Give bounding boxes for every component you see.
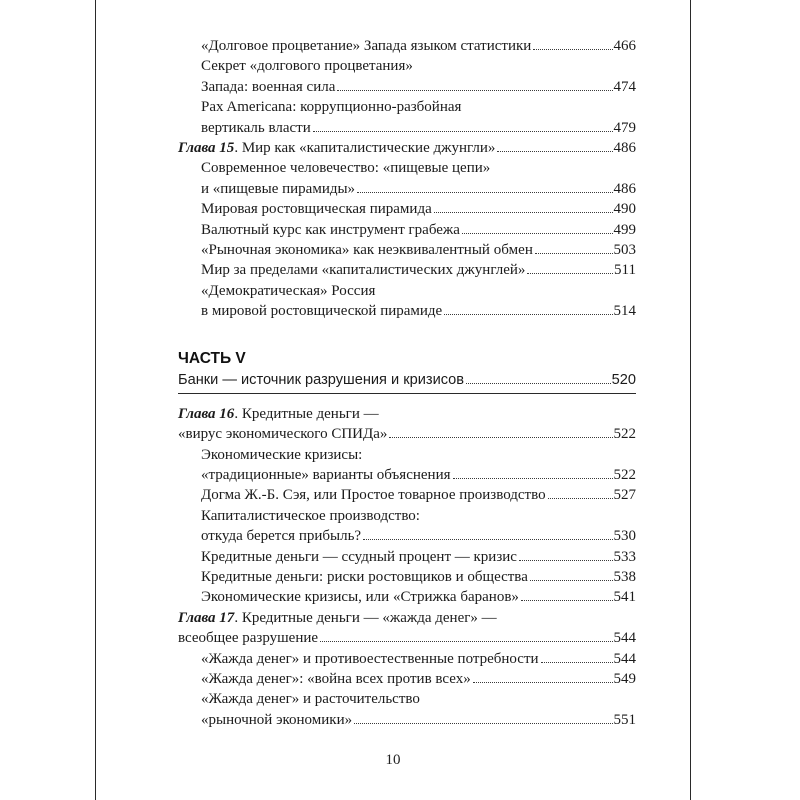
toc-entry-page: 499 xyxy=(613,221,636,238)
toc-entry-title: Секрет «долгового процветания» xyxy=(201,58,413,75)
leader-dots xyxy=(337,90,612,91)
toc-entry-page: 541 xyxy=(613,589,636,606)
toc-entry-title: «Долговое процветание» Запада языком статистики xyxy=(201,38,532,54)
toc-entry-line xyxy=(178,281,636,301)
part-title: Банки — источник разрушения и кризисов xyxy=(178,371,465,388)
toc-entry-line xyxy=(178,506,636,526)
toc-entry-title: «Жажда денег»: «война всех против всех» xyxy=(201,670,471,687)
toc-entry-title: и «пищевые пирамиды» xyxy=(201,180,356,197)
toc-entry-line xyxy=(178,445,636,465)
chapter-16-entry-line xyxy=(178,404,636,424)
toc-entry-line xyxy=(178,158,636,178)
chapter-17-entry-line xyxy=(178,608,636,628)
toc-entry-title: «Жажда денег» и противоестественные потребности xyxy=(201,650,539,667)
chapter-title: . Кредитные деньги — xyxy=(234,405,379,422)
toc-entry-page: 479 xyxy=(613,119,636,136)
toc-entry-title: Запада: военная сила xyxy=(201,78,336,95)
toc-entry-page: 466 xyxy=(613,38,636,54)
toc-entry-title: Мир за пределами «капиталистических джунглей» xyxy=(201,262,526,279)
leader-dots xyxy=(541,662,613,663)
leader-dots xyxy=(354,723,612,724)
toc-entry xyxy=(178,587,636,607)
toc-entry-title: вертикаль власти xyxy=(201,119,311,136)
toc-entry xyxy=(178,526,636,546)
toc-entry xyxy=(178,669,636,689)
toc-entry-page: 544 xyxy=(613,630,636,647)
leader-dots xyxy=(519,560,613,561)
toc-entry-title: «рыночной экономики» xyxy=(201,711,353,728)
toc-entry xyxy=(178,36,636,56)
toc-entry-title: Валютный курс как инструмент грабежа xyxy=(201,221,460,238)
toc-entry-page: 503 xyxy=(613,242,636,259)
toc-entry-title: Экономические кризисы: xyxy=(201,446,363,463)
chapter-label: Глава 17 xyxy=(178,609,235,626)
leader-dots xyxy=(497,151,612,152)
toc-entry-title: Экономические кризисы, или «Стрижка баранов» xyxy=(201,589,519,606)
table-of-contents xyxy=(178,36,636,730)
toc-entry-title: Кредитные деньги: риски ростовщиков и общества xyxy=(201,568,528,585)
toc-entry-title: в мировой ростовщической пирамиде xyxy=(201,303,443,320)
chapter-title: «вирус экономического СПИДа» xyxy=(178,426,388,443)
toc-entry-page: 522 xyxy=(613,426,636,443)
toc-entry-page: 527 xyxy=(613,487,636,504)
leader-dots xyxy=(521,600,613,601)
leader-dots xyxy=(530,580,613,581)
toc-entry-page: 490 xyxy=(613,201,636,218)
leader-dots xyxy=(320,641,612,642)
toc-entry-title: Современное человечество: «пищевые цепи» xyxy=(201,160,491,177)
toc-entry-title: Мировая ростовщическая пирамида xyxy=(201,201,432,218)
leader-dots xyxy=(363,539,612,540)
toc-entry-line xyxy=(178,689,636,709)
page-number: 10 xyxy=(385,752,401,768)
toc-entry-page: 486 xyxy=(613,180,636,197)
toc-entry-title: «Рыночная экономика» как неэквивалентный обмен xyxy=(201,242,533,259)
toc-entry xyxy=(178,710,636,730)
toc-entry-page: 544 xyxy=(613,650,636,667)
toc-entry-title: Pax Americana: коррупционно-разбойная xyxy=(201,99,462,116)
toc-entry xyxy=(178,199,636,219)
toc-entry xyxy=(178,179,636,199)
leader-dots xyxy=(462,233,613,234)
toc-entry-page: 530 xyxy=(613,528,636,545)
toc-entry-page: 549 xyxy=(613,670,636,687)
leader-dots xyxy=(533,49,612,50)
spacer xyxy=(178,394,636,404)
toc-entry xyxy=(178,301,636,321)
toc-entry-line xyxy=(178,56,636,76)
toc-entry-title: Капиталистическое производство: xyxy=(201,507,420,524)
leader-dots xyxy=(434,212,613,213)
leader-dots xyxy=(389,437,612,438)
toc-entry-title: Кредитные деньги — ссудный процент — кризис xyxy=(201,548,517,565)
toc-entry-title: откуда берется прибыль? xyxy=(201,528,362,545)
toc-entry xyxy=(178,77,636,97)
spacer xyxy=(178,322,636,344)
leader-dots xyxy=(548,498,613,499)
leader-dots xyxy=(313,131,613,132)
toc-entry xyxy=(178,118,636,138)
toc-entry-page: 511 xyxy=(614,262,636,279)
chapter-title: . Мир как «капиталистические джунгли» xyxy=(234,140,496,157)
toc-entry xyxy=(178,649,636,669)
chapter-16-entry xyxy=(178,424,636,444)
part-page: 520 xyxy=(611,371,636,388)
leader-dots xyxy=(527,273,613,274)
toc-entry-page: 538 xyxy=(613,568,636,585)
toc-entry-title: «Жажда денег» и расточительство xyxy=(201,691,420,708)
part-heading: ЧАСТЬ V xyxy=(178,349,246,367)
part-entry xyxy=(178,370,636,394)
chapter-17-entry xyxy=(178,628,636,648)
leader-dots xyxy=(473,682,613,683)
toc-entry-page: 551 xyxy=(613,711,636,728)
leader-dots xyxy=(444,314,612,315)
toc-entry xyxy=(178,465,636,485)
chapter-title: всеобщее разрушение xyxy=(178,630,319,647)
leader-dots xyxy=(466,383,611,384)
toc-entry xyxy=(178,485,636,505)
leader-dots xyxy=(357,192,612,193)
toc-entry-title: Догма Ж.-Б. Сэя, или Простое товарное производство xyxy=(201,487,546,504)
toc-entry-page: 474 xyxy=(613,78,636,95)
chapter-15-entry xyxy=(178,138,636,158)
toc-entry-page: 533 xyxy=(613,548,636,565)
chapter-title: . Кредитные деньги — «жажда денег» — xyxy=(234,609,497,626)
leader-dots xyxy=(453,478,613,479)
toc-entry xyxy=(178,567,636,587)
leader-dots xyxy=(535,253,613,254)
chapter-label: Глава 16 xyxy=(178,405,235,422)
toc-entry-line xyxy=(178,97,636,117)
toc-entry xyxy=(178,260,636,280)
toc-entry xyxy=(178,240,636,260)
toc-entry xyxy=(178,220,636,240)
toc-entry-title: «Демократическая» Россия xyxy=(201,282,376,299)
toc-entry-title: «традиционные» варианты объяснения xyxy=(201,466,451,483)
toc-entry-page: 514 xyxy=(613,303,636,320)
toc-entry-page: 522 xyxy=(613,466,636,483)
chapter-label: Глава 15 xyxy=(178,140,235,157)
book-page xyxy=(95,0,691,800)
toc-entry-page: 486 xyxy=(613,140,636,157)
toc-entry xyxy=(178,547,636,567)
